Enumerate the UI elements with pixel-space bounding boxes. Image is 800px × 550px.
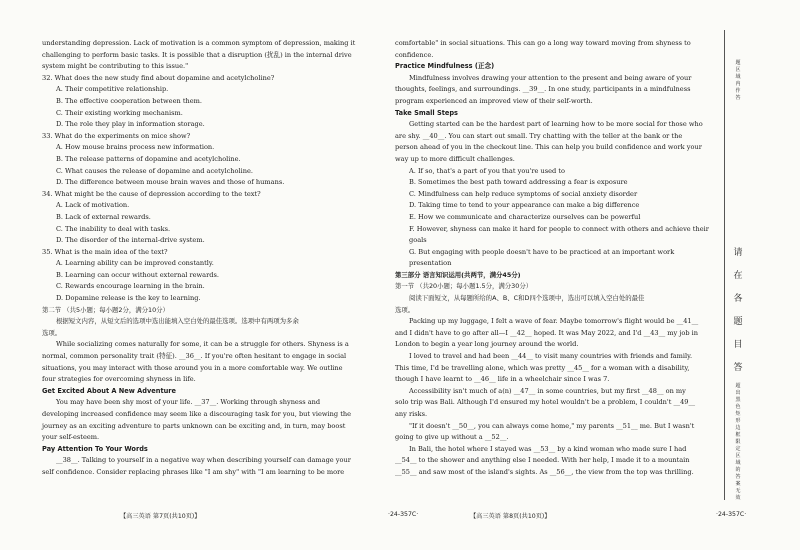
left-page-line: B. The release patterns of dopamine and acetylcholine. (56, 154, 241, 163)
binding-line (724, 30, 725, 500)
left-page-line: 35. What is the main idea of the text? (42, 247, 168, 256)
left-footer-label: 【高三英语 第7页(共10页)】 (120, 513, 201, 520)
right-page-line: thoughts, feelings, and surroundings. __39__. In one study, participants in a mindfulness (395, 85, 691, 94)
left-page-line: Get Excited About A New Adventure (42, 386, 177, 395)
left-page-line: four strategies for overcoming shyness in life. (42, 375, 196, 384)
left-page-line: B. Learning can occur without external rewards. (56, 270, 219, 279)
left-page-line: B. The effective cooperation between them. (56, 96, 202, 105)
margin-character: 在 (733, 271, 743, 281)
left-page-line: D. The role they play in information storage. (56, 120, 205, 129)
left-page-line: B. Lack of external rewards. (56, 212, 151, 221)
right-page-line: A. If so, that's a part of you that you're used to (409, 166, 565, 175)
right-page-line: comfortable" in social situations. This can go a long way toward moving from shyness to (395, 39, 691, 47)
left-page-line: D. Dopamine release is the key to learning. (56, 294, 201, 303)
left-page-line: 32. What does the new study find about dopamine and acetylcholine? (42, 73, 275, 82)
right-page-line: In Bali, the hotel where I stayed was __53__ by a kind woman who made sure I had (409, 444, 687, 453)
right-page-line: 选项。 (395, 305, 415, 314)
right-page-line: "If it doesn't __50__, you can always come home," my parents __51__ me. But I wasn't (409, 421, 695, 430)
left-page-line: 34. What might be the cause of depression according to the text? (42, 189, 261, 198)
right-page-line: and I didn't have to go after all—I __42__ hoped. It was May 2022, and I'd __43__ my job in (395, 328, 699, 337)
left-page-line: A. How mouse brains process new information. (56, 143, 215, 152)
left-page-line: Pay Attention To Your Words (42, 444, 148, 453)
right-page-line: __55__ and saw most of the island's sights. As __56__, the view from the top was thrilling. (395, 467, 694, 476)
right-page-line: confidence. (395, 50, 434, 59)
left-page-line: You may have been shy most of your life. __37__. Working through shyness and (56, 398, 321, 407)
right-page-line: C. Mindfulness can help reduce symptoms of social anxiety disorder (409, 189, 638, 198)
margin-character: 题 (733, 317, 743, 327)
left-page-line: system might be contributing to this issue." (42, 62, 189, 71)
right-page-line: E. How we communicate and characterize ourselves can be powerful (409, 212, 641, 221)
right-page-line: Mindfulness involves drawing your attention to the present and being aware of your (409, 73, 692, 82)
left-page-line: C. What causes the release of dopamine and acetylcholine. (56, 166, 253, 175)
margin-character: 答 (733, 363, 743, 373)
right-footer-code: ·24-357C· (716, 511, 747, 518)
right-page-line: This time, I'd be travelling alone, which was pretty __45__ for a woman with a disability, (395, 363, 690, 372)
left-page-line: 第二节 （共5小题；每小题2分，满分10分） (42, 305, 169, 314)
left-page-line: 选项。 (42, 328, 62, 337)
right-page-line: are shy. __40__. You can start out small. Try chatting with the teller at the bank or the (395, 131, 683, 140)
margin-character: 请 (733, 248, 743, 258)
left-page-line: understanding depression. Lack of motivation is a common symptom of depression, making it (42, 39, 356, 47)
right-page-line: F. However, shyness can make it hard for people to connect with others and achieve their (409, 224, 709, 233)
margin-instructions: 题区域内作答 (735, 60, 741, 101)
margin-character: 目 (733, 340, 743, 350)
left-page-line: normal, common personality trait (特征). __36__. If you're often hesitant to engage in social (42, 352, 347, 361)
left-page-line: A. Their competitive relationship. (56, 85, 169, 94)
right-page-line: going to give up without a __52__. (395, 433, 509, 442)
left-footer-code: ·24-357C· (388, 511, 419, 518)
right-page-line: person ahead of you in the checkout line. This can help you build confidence and work your (395, 143, 702, 152)
margin-note: 超出黑色矩形边框限定区域的答案无效 (735, 383, 741, 501)
left-page-line: D. The difference between mouse brain waves and those of humans. (56, 178, 285, 187)
right-page-line: way up to more difficult challenges. (395, 154, 515, 163)
left-page-line: challenging to perform basic tasks. It is possible that a disruption (扰乱) in the internal drive (42, 50, 352, 59)
right-page-footer (470, 511, 790, 520)
right-page-line: G. But engaging with people doesn't have to be practiced at an important work (409, 247, 675, 256)
right-page-line: presentation (409, 259, 452, 268)
right-page-line: London to begin a year long journey around the world. (395, 340, 579, 349)
right-page-line: Practice Mindfulness (正念) (395, 62, 495, 71)
left-page-line: A. Learning ability can be improved constantly. (56, 259, 214, 268)
left-page-line: C. The inability to deal with tasks. (56, 224, 171, 233)
right-page-line: Packing up my luggage, I felt a wave of fear. Maybe tomorrow's flight would be __41__ (409, 317, 699, 326)
left-page-line: self confidence. Consider replacing phrases like "I am shy" with "I am learning to be more (42, 467, 345, 476)
right-page-line: __54__ to the shower and anything else I needed. With her help, I made it to a mountain (395, 456, 690, 465)
left-page-line: journey as an exciting adventure to parts unknown can be exciting and, in turn, may boost (42, 421, 346, 430)
left-page-line: A. Lack of motivation. (56, 201, 130, 210)
left-page-line: developing increased confidence may seem like a discouraging task for you, but viewing the (42, 410, 352, 418)
right-page-line: 阅读下面短文，从每题所给的A、B、C和D四个选项中，选出可以填入空白处的最佳 (409, 294, 645, 303)
left-page-line: C. Rewards encourage learning in the brain. (56, 282, 205, 291)
right-page-line: 第三部分 语言知识运用(共两节，满分45分) (395, 270, 521, 279)
margin-character: 各 (733, 294, 743, 304)
right-page-line: solo trip was Bali. Although I'd ensured my hotel wouldn't be a problem, I couldn't __49__ (395, 398, 696, 407)
right-page-line: B. Sometimes the best path toward addressing a fear is exposure (409, 178, 628, 187)
right-page-line: program experienced an improved view of their self-worth. (395, 96, 593, 105)
right-page (395, 38, 735, 479)
left-page (42, 38, 382, 479)
right-page-line: any risks. (395, 410, 428, 418)
right-page-line: goals (409, 236, 427, 245)
left-page-footer (120, 511, 460, 520)
right-page-line: Take Small Steps (395, 108, 458, 117)
left-page-line: D. The disorder of the internal-drive system. (56, 236, 205, 245)
left-page-line: 33. What do the experiments on mice show? (42, 131, 191, 140)
right-footer-label: 【高三英语 第8页(共10页)】 (470, 513, 551, 520)
left-page-line: 根据短文内容，从短文后的选项中选出能填入空白处的最佳选项。选项中有两项为多余 (56, 317, 299, 326)
left-page-line: While socializing comes naturally for some, it can be a struggle for others. Shyness is a (56, 340, 349, 349)
right-page-line: I loved to travel and had been __44__ to visit many countries with friends and family. (409, 352, 693, 361)
right-page-line: Accessibility isn't much of a(n) __47__ in some countries, but my first __48__ on my (409, 386, 686, 395)
left-page-line: __38__. Talking to yourself in a negative way when describing yourself can damage your (56, 456, 351, 465)
right-page-line: 第一节 （共20小题；每小题1.5分，满分30分） (395, 282, 533, 291)
right-page-line: though I have learnt to __46__ life in a wheelchair since I was 7. (395, 375, 610, 384)
left-page-line: your self-esteem. (42, 433, 100, 442)
right-page-line: Getting started can be the hardest part of learning how to be more social for those who (409, 120, 703, 129)
left-page-line: situations, you may interact with those around you in a more comfortable way. We outline (42, 363, 343, 372)
left-page-line: C. Their existing working mechanism. (56, 108, 183, 117)
right-page-line: D. Taking time to tend to your appearance can make a big difference (409, 201, 640, 210)
